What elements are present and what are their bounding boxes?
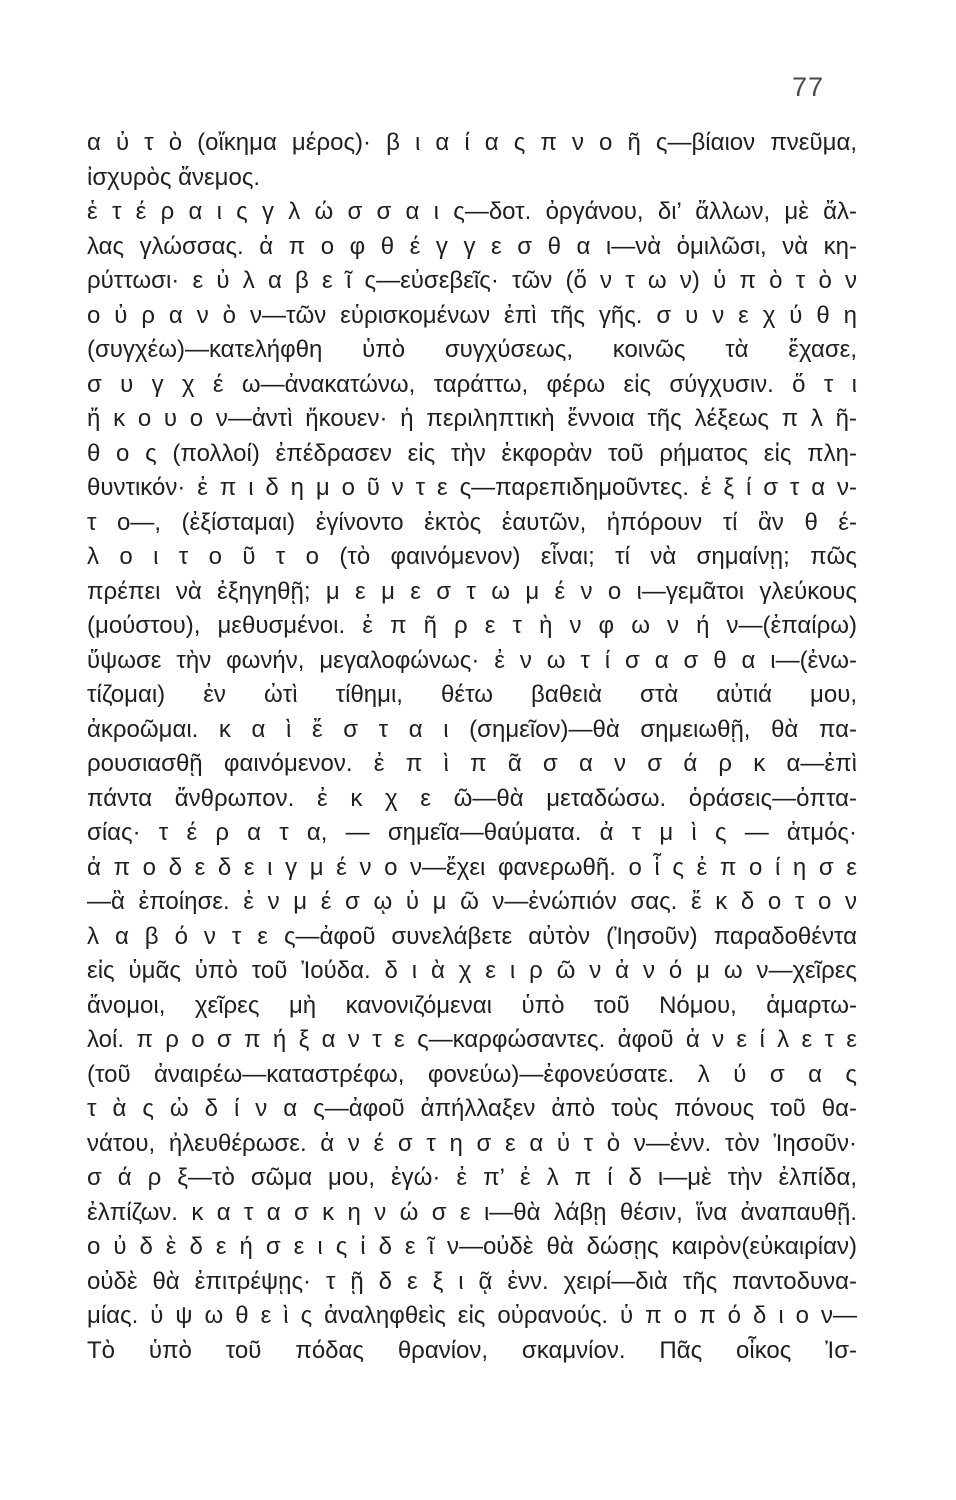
text-line: τ ο—, (ἐξίσταμαι) ἐγίνοντο ἐκτὸς ἑαυτῶν, ἠπόρουν τί ἂν θ έ- [87,508,857,536]
text-line: σ υ γ χ έ ω—ἀνακατώνω, ταράττω, φέρω εἰς σύγχυσιν. ὅ τ ι [87,370,857,398]
text-line: τίζομαι) ἐν ὠτὶ τίθημι, θέτω βαθειὰ στὰ αὐτιά μου, [87,681,857,708]
page-number: 77 [791,72,824,102]
text-line: ἤ κ ο υ ο ν—ἀντὶ ἤκουεν· ἡ περιληπτικὴ ἔννοια τῆς λέξεως π λ ῆ- [87,405,857,432]
text-line: ρουσιασθῇ φαινόμενον. ἐ π ὶ π ᾶ σ α ν σ ά ρ κ α—ἐπὶ [87,750,857,777]
text-line: —ἃ ἐποίησε. ἐ ν μ έ σ ῳ ὑ μ ῶ ν—ἐνώπιόν σας. ἔ κ δ ο τ ο ν [87,888,857,915]
text-line: θυντικόν· ἐ π ι δ η μ ο ῦ ν τ ε ς—παρεπιδημοῦντες. ἐ ξ ί σ τ α ν- [87,474,857,501]
text-line: ἀκροῶμαι. κ α ὶ ἔ σ τ α ι (σημεῖον)—θὰ σημειωθῇ, θὰ πα- [87,715,857,743]
text-line: ἄνομοι, χεῖρες μὴ κανονιζόμεναι ὑπὸ τοῦ Νόμου, ἁμαρτω- [87,991,857,1019]
text-line: λοί. π ρ ο σ π ή ξ α ν τ ε ς—καρφώσαντες. ἀφοῦ ἀ ν ε ί λ ε τ ε [87,1026,857,1053]
commentary-text [87,126,857,1368]
text-line: ἑ τ έ ρ α ι ς γ λ ώ σ σ α ι ς—δοτ. ὀργάνου, δι’ ἄλλων, μὲ ἄλ- [87,198,857,225]
text-line: ἐλπίζων. κ α τ α σ κ η ν ώ σ ε ι—θὰ λάβῃ θέσιν, ἵνα ἀναπαυθῇ. [87,1198,857,1226]
text-line: α ὐ τ ὸ (οἴκημα μέρος)· β ι α ί α ς π ν ο ῆ ς—βίαιον πνεῦμα, [87,129,857,156]
text-line: οὐδὲ θὰ ἐπιτρέψῃς· τ ῇ δ ε ξ ι ᾷ ἐνν. χειρί—διὰ τῆς παντοδυνα- [87,1267,857,1295]
text-line: τ ὰ ς ὠ δ ί ν α ς—ἀφοῦ ἀπήλλαξεν ἀπὸ τοὺς πόνους τοῦ θα- [87,1095,857,1122]
text-line: Τὸ ὑπὸ τοῦ πόδας θρανίον, σκαμνίον. Πᾶς οἶκος Ἰσ- [87,1336,857,1364]
text-line: ἀ π ο δ ε δ ε ι γ μ έ ν ο ν—ἔχει φανερωθῆ. ο ἷ ς ἐ π ο ί η σ ε [87,853,857,881]
text-line: εἰς ὑμᾶς ὑπὸ τοῦ Ἰούδα. δ ι ὰ χ ε ι ρ ῶ ν ἀ ν ό μ ω ν—χεῖρες [87,957,857,984]
text-line: ο ὐ ρ α ν ὸ ν—τῶν εὑρισκομένων ἐπὶ τῆς γῆς. σ υ ν ε χ ύ θ η [87,301,857,329]
text-line: σ ά ρ ξ—τὸ σῶμα μου, ἐγώ· ἐ π’ ἐ λ π ί δ ι—μὲ τὴν ἐλπίδα, [87,1164,857,1191]
text-line: ρύττωσι· ε ὐ λ α β ε ῖ ς—εὐσεβεῖς· τῶν (ὄ ν τ ω ν) ὑ π ὸ τ ὸ ν [87,267,857,294]
text-line: θ ο ς (πολλοί) ἐπέδρασεν εἰς τὴν ἐκφορὰν τοῦ ρήματος εἰς πλη- [87,439,857,467]
text-line: σίας· τ έ ρ α τ α, — σημεῖα—θαύματα. ἀ τ μ ὶ ς — ἀτμός· [87,819,857,846]
text-line: λ α β ό ν τ ε ς—ἀφοῦ συνελάβετε αὐτὸν (Ἰησοῦν) παραδοθέντα [87,922,857,950]
text-line: (μούστου), μεθυσμένοι. ἐ π ῆ ρ ε τ ὴ ν φ ω ν ή ν—(ἐπαίρω) [87,612,857,639]
text-line: λας γλώσσας. ἀ π ο φ θ έ γ γ ε σ θ α ι—νὰ ὁμιλῶσι, νὰ κη- [87,232,857,260]
text-line: πρέπει νὰ ἐξηγηθῇ; μ ε μ ε σ τ ω μ έ ν ο ι—γεμᾶτοι γλεύκους [87,577,857,605]
text-line: λ ο ι τ ο ῦ τ ο (τὸ φαινόμενον) εἶναι; τί νὰ σημαίνῃ; πῶς [87,543,857,570]
text-line: νάτου, ἠλευθέρωσε. ἀ ν έ σ τ η σ ε α ὐ τ ὸ ν—ἐνν. τὸν Ἰησοῦν· [87,1129,857,1157]
text-line: μίας. ὑ ψ ω θ ε ὶ ς ἀναληφθεὶς εἰς οὐρανούς. ὑ π ο π ό δ ι ο ν— [87,1302,857,1329]
text-line: ὕψωσε τὴν φωνήν, μεγαλοφώνως· ἐ ν ω τ ί σ α σ θ α ι—(ἐνω- [87,646,857,674]
text-line: ο ὐ δ ὲ δ ε ή σ ε ι ς ἰ δ ε ῖ ν—οὐδὲ θὰ δώσῃς καιρὸν(εὐκαιρίαν) [87,1233,857,1260]
text-line: (τοῦ ἀναιρέω—καταστρέφω, φονεύω)—ἐφονεύσατε. λ ύ σ α ς [87,1060,857,1088]
text-line: (συγχέω)—κατελήφθη ὑπὸ συγχύσεως, κοινῶς τὰ ἔχασε, [87,336,857,363]
text-line: πάντα ἄνθρωπον. ἐ κ χ ε ῶ—θὰ μεταδώσω. ὁράσεις—ὀπτα- [87,784,857,812]
text-line: ἰσχυρὸς ἄνεμος. [87,163,261,191]
